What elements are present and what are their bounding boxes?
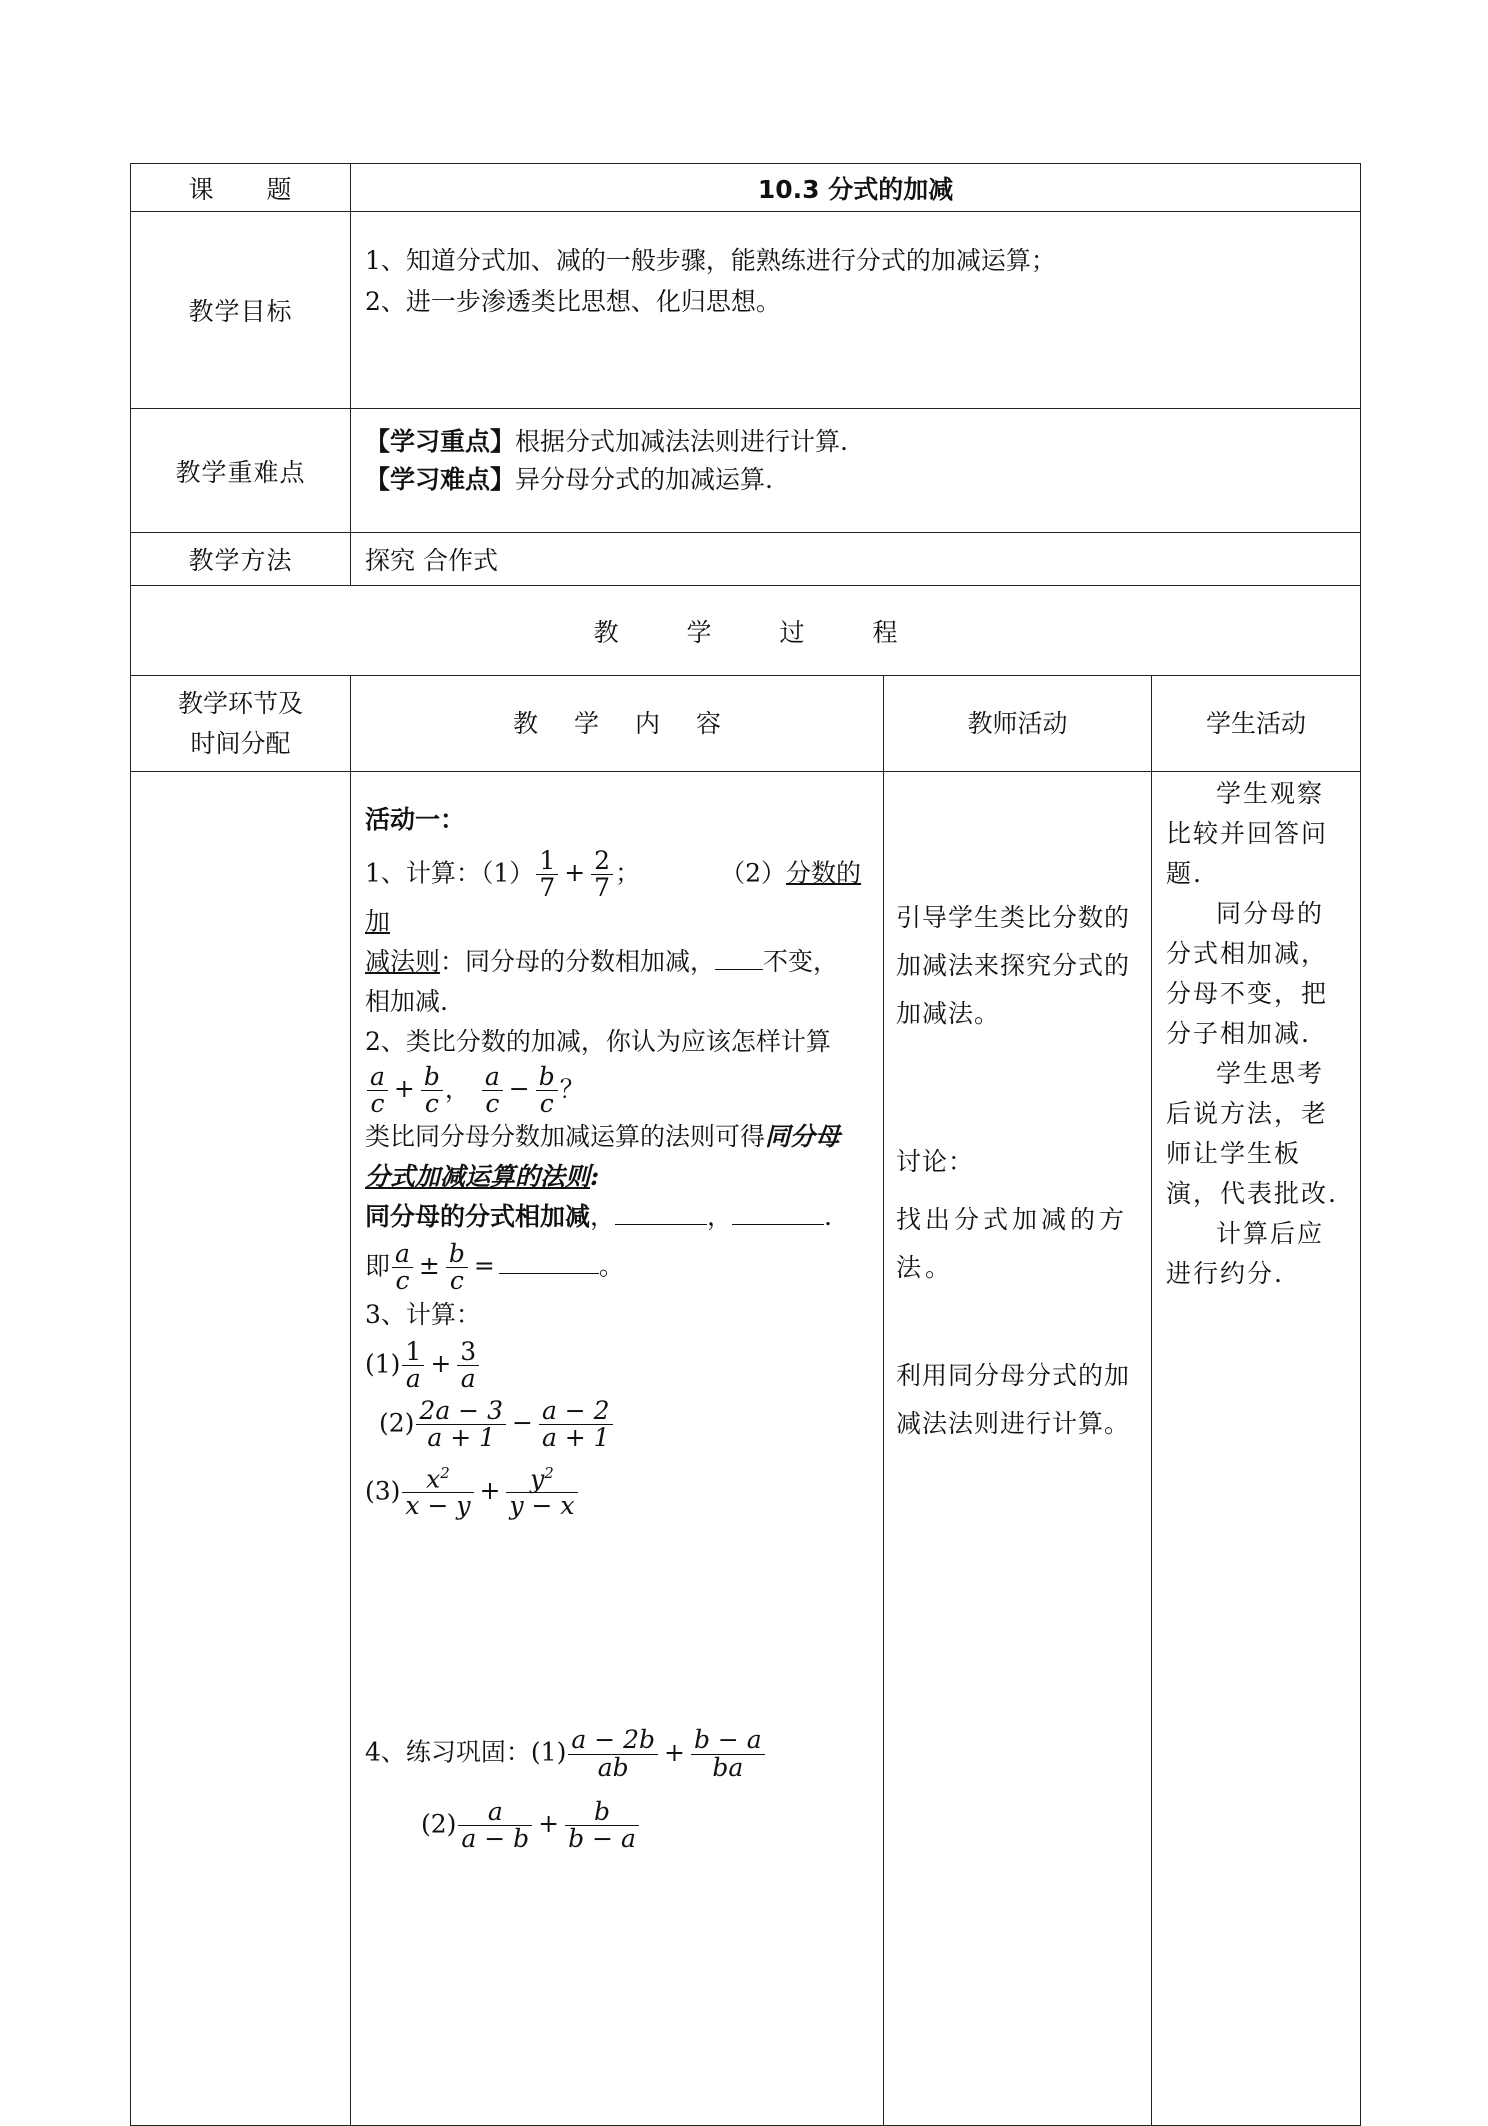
frac-den: a xyxy=(402,1365,424,1392)
fraction-b-c xyxy=(446,1241,468,1295)
frac-den: a xyxy=(457,1365,479,1392)
analogy-line xyxy=(365,1117,869,1157)
content-header-char: 学 xyxy=(573,708,599,738)
q1-rule-a: 分数的加 xyxy=(365,858,862,936)
answer-blank[interactable] xyxy=(499,1249,599,1274)
process-title xyxy=(131,586,1361,676)
frac-num: a xyxy=(484,1061,500,1091)
q3-expr-1 xyxy=(365,1336,869,1393)
frac-num: a xyxy=(487,1796,503,1826)
question-2-exprs xyxy=(365,1061,869,1118)
answer-blank[interactable] xyxy=(732,1200,824,1225)
question-1-rule-end: 相加减. xyxy=(365,986,448,1016)
analogy-bold-b: 分式加减运算的法则 xyxy=(365,1162,591,1191)
section-header-line: 教学环节及 xyxy=(177,688,303,718)
equals-sign: = xyxy=(473,1251,495,1281)
frac-num: 2a − 3 xyxy=(419,1396,503,1425)
part-label: (1) xyxy=(365,1348,401,1378)
question-2: 2、类比分数的加减，你认为应该怎样计算 xyxy=(365,1026,831,1056)
fraction-2-7 xyxy=(591,848,613,902)
frac-num: b xyxy=(423,1061,440,1091)
part-label: (1) xyxy=(530,1737,567,1767)
section-header-line: 时间分配 xyxy=(190,728,291,758)
fraction-1-a xyxy=(402,1336,424,1393)
frac-den: 7 xyxy=(536,874,558,901)
question-3: 3、计算： xyxy=(365,1299,481,1329)
content-header xyxy=(351,676,884,772)
frac-num: 1 xyxy=(405,1336,422,1366)
q1-rule-d: 不变， xyxy=(763,946,839,976)
teacher-note: 找出分式加减的方法。 xyxy=(896,1205,1129,1282)
q3-expr-2 xyxy=(379,1398,869,1452)
analogy-bold-a: 同分母 xyxy=(765,1122,841,1151)
frac-num: 2 xyxy=(594,846,611,875)
frac-num: a xyxy=(370,1061,385,1091)
plus-sign: + xyxy=(564,858,586,888)
section-cell xyxy=(131,772,351,2126)
superscript: 2 xyxy=(440,1463,450,1482)
q1-sep: ； xyxy=(615,858,641,888)
comma: ， xyxy=(444,1073,470,1103)
header-row xyxy=(131,676,1361,772)
fraction-b-c xyxy=(421,1061,443,1118)
rule-end: . xyxy=(824,1202,832,1231)
plus-sign: + xyxy=(538,1809,560,1839)
part-label: (2) xyxy=(421,1809,457,1839)
frac-den: x − y xyxy=(402,1492,473,1519)
q2-end: ？ xyxy=(559,1073,585,1103)
frac-den: c xyxy=(536,1090,558,1117)
q4-text: 4、练习巩固： xyxy=(365,1737,531,1767)
method-row xyxy=(131,533,1361,586)
fraction-x2 xyxy=(402,1463,473,1521)
frac-num: b xyxy=(538,1061,555,1091)
fraction-a-amb xyxy=(458,1796,532,1854)
process-body-row xyxy=(131,772,1361,2126)
fraction-1-7 xyxy=(536,848,558,902)
q1-prefix: 1、计算：（1） xyxy=(365,858,535,888)
frac-den: ba xyxy=(691,1754,765,1781)
fraction-a-2b xyxy=(568,1727,658,1781)
lesson-plan-table xyxy=(130,163,1361,2126)
student-note: 学生思考后说方法，老师让学生板演，代表批改. xyxy=(1166,1059,1338,1208)
process-char: 程 xyxy=(872,617,898,647)
fraction-3-a xyxy=(457,1336,479,1393)
q1-rule-c: ：同分母的分数相加减， xyxy=(440,946,716,976)
part-label: (3) xyxy=(365,1475,401,1505)
teacher-note: 利用同分母分式的加减法法则进行计算。 xyxy=(896,1361,1131,1438)
minus-sign: − xyxy=(511,1408,533,1438)
plus-sign: + xyxy=(393,1073,415,1103)
method-label: 教学方法 xyxy=(131,533,351,586)
q1-part2: （2） xyxy=(720,858,786,888)
rule-comma: ， xyxy=(707,1202,733,1231)
part-label: (2) xyxy=(379,1408,415,1438)
section-header xyxy=(131,676,351,772)
key-difficulty-tag: 【学习难点】 xyxy=(365,465,516,494)
frac-den: 7 xyxy=(591,874,613,901)
frac-num: 3 xyxy=(460,1336,477,1366)
analogy-text: 类比同分母分数加减运算的法则可得 xyxy=(365,1122,766,1151)
q4-expr-2 xyxy=(421,1796,869,1854)
question-1 xyxy=(365,848,869,942)
question-1-rule xyxy=(365,942,869,982)
frac-den: b − a xyxy=(565,1825,639,1852)
activity-title: 活动一： xyxy=(365,805,466,834)
fraction-b-a xyxy=(691,1727,765,1781)
question-4 xyxy=(365,1727,869,1781)
frac-num: a xyxy=(395,1239,410,1268)
student-note: 计算后应进行约分. xyxy=(1166,1219,1325,1288)
keypoints-label: 教学重难点 xyxy=(131,409,351,533)
key-focus: 根据分式加减法法则进行计算. xyxy=(515,427,848,456)
key-focus-tag: 【学习重点】 xyxy=(365,427,516,456)
goals-label: 教学目标 xyxy=(131,212,351,409)
frac-den: c xyxy=(367,1090,388,1117)
plus-sign: + xyxy=(430,1348,452,1378)
rule-comma: ， xyxy=(590,1202,616,1231)
fraction-b-bma xyxy=(565,1796,639,1854)
topic-label: 课 题 xyxy=(131,164,351,212)
fraction-a-c xyxy=(482,1061,503,1118)
topic-row xyxy=(131,164,1361,212)
teacher-note: 讨论： xyxy=(896,1147,975,1176)
rule-line xyxy=(365,1197,869,1237)
superscript: 2 xyxy=(544,1463,554,1482)
teacher-cell xyxy=(884,772,1152,2126)
process-char: 学 xyxy=(686,617,712,647)
fraction-2a-3 xyxy=(416,1398,506,1452)
student-note: 学生观察比较并回答问题. xyxy=(1166,779,1329,888)
student-cell xyxy=(1152,772,1361,2126)
frac-den: a + 1 xyxy=(539,1424,613,1451)
frac-num: a − 2 xyxy=(541,1396,610,1425)
frac-den: a − b xyxy=(458,1825,532,1852)
answer-blank[interactable] xyxy=(715,945,763,970)
goal-item: 2、进一步渗透类比思想、化归思想。 xyxy=(365,287,781,316)
fraction-a-c xyxy=(392,1241,413,1295)
teacher-header: 教师活动 xyxy=(884,676,1152,772)
fraction-b-c xyxy=(536,1061,558,1118)
frac-num: 1 xyxy=(539,846,556,875)
plus-sign: + xyxy=(664,1737,685,1767)
teacher-note: 引导学生类比分数的加减法来探究分式的加减法。 xyxy=(896,903,1131,1028)
frac-num: a − 2b xyxy=(571,1725,655,1755)
fraction-a-c xyxy=(367,1061,388,1118)
content-cell xyxy=(351,772,884,2126)
topic-title: 10.3 分式的加减 xyxy=(351,164,1361,212)
answer-blank[interactable] xyxy=(615,1200,707,1225)
content-header-char: 容 xyxy=(696,708,722,738)
content-header-char: 教 xyxy=(512,708,538,738)
process-row xyxy=(131,586,1361,676)
q3-expr-3 xyxy=(365,1463,869,1521)
analogy-line-2 xyxy=(365,1157,869,1197)
content-header-char: 内 xyxy=(635,708,661,738)
process-char: 教 xyxy=(593,617,619,647)
frac-den: c xyxy=(421,1090,443,1117)
frac-den: c xyxy=(446,1267,468,1294)
ie-end: 。 xyxy=(598,1251,624,1281)
frac-den: a + 1 xyxy=(416,1424,506,1451)
analogy-colon: : xyxy=(590,1162,600,1191)
keypoints-row xyxy=(131,409,1361,533)
frac-den: c xyxy=(392,1267,413,1294)
plus-sign: + xyxy=(479,1475,501,1505)
q1-rule-b: 减法则 xyxy=(365,946,441,976)
fraction-a-2 xyxy=(539,1398,613,1452)
fraction-y2 xyxy=(506,1463,577,1521)
keypoints-content xyxy=(351,409,1361,533)
ie-prefix: 即 xyxy=(365,1251,391,1281)
var-x: x xyxy=(426,1463,441,1493)
plus-minus-sign: ± xyxy=(418,1251,440,1281)
goal-item: 1、知道分式加、减的一般步骤，能熟练进行分式的加减运算； xyxy=(365,246,1056,275)
minus-sign: − xyxy=(508,1073,530,1103)
student-note: 同分母的分式相加减，分母不变，把分子相加减. xyxy=(1166,899,1329,1048)
frac-den: c xyxy=(482,1090,503,1117)
method-value: 探究 合作式 xyxy=(351,533,1361,586)
ie-line xyxy=(365,1241,869,1295)
frac-num: b xyxy=(593,1796,610,1826)
frac-num: b xyxy=(448,1239,465,1268)
var-y: y xyxy=(530,1463,545,1493)
goals-row xyxy=(131,212,1361,409)
frac-den: y − x xyxy=(506,1492,577,1519)
rule-bold: 同分母的分式相加减 xyxy=(365,1202,591,1231)
key-difficulty: 异分母分式的加减运算. xyxy=(515,465,773,494)
goals-content xyxy=(351,212,1361,409)
frac-num: b − a xyxy=(693,1725,762,1755)
frac-den: ab xyxy=(568,1754,658,1781)
process-char: 过 xyxy=(779,617,805,647)
student-header: 学生活动 xyxy=(1152,676,1361,772)
